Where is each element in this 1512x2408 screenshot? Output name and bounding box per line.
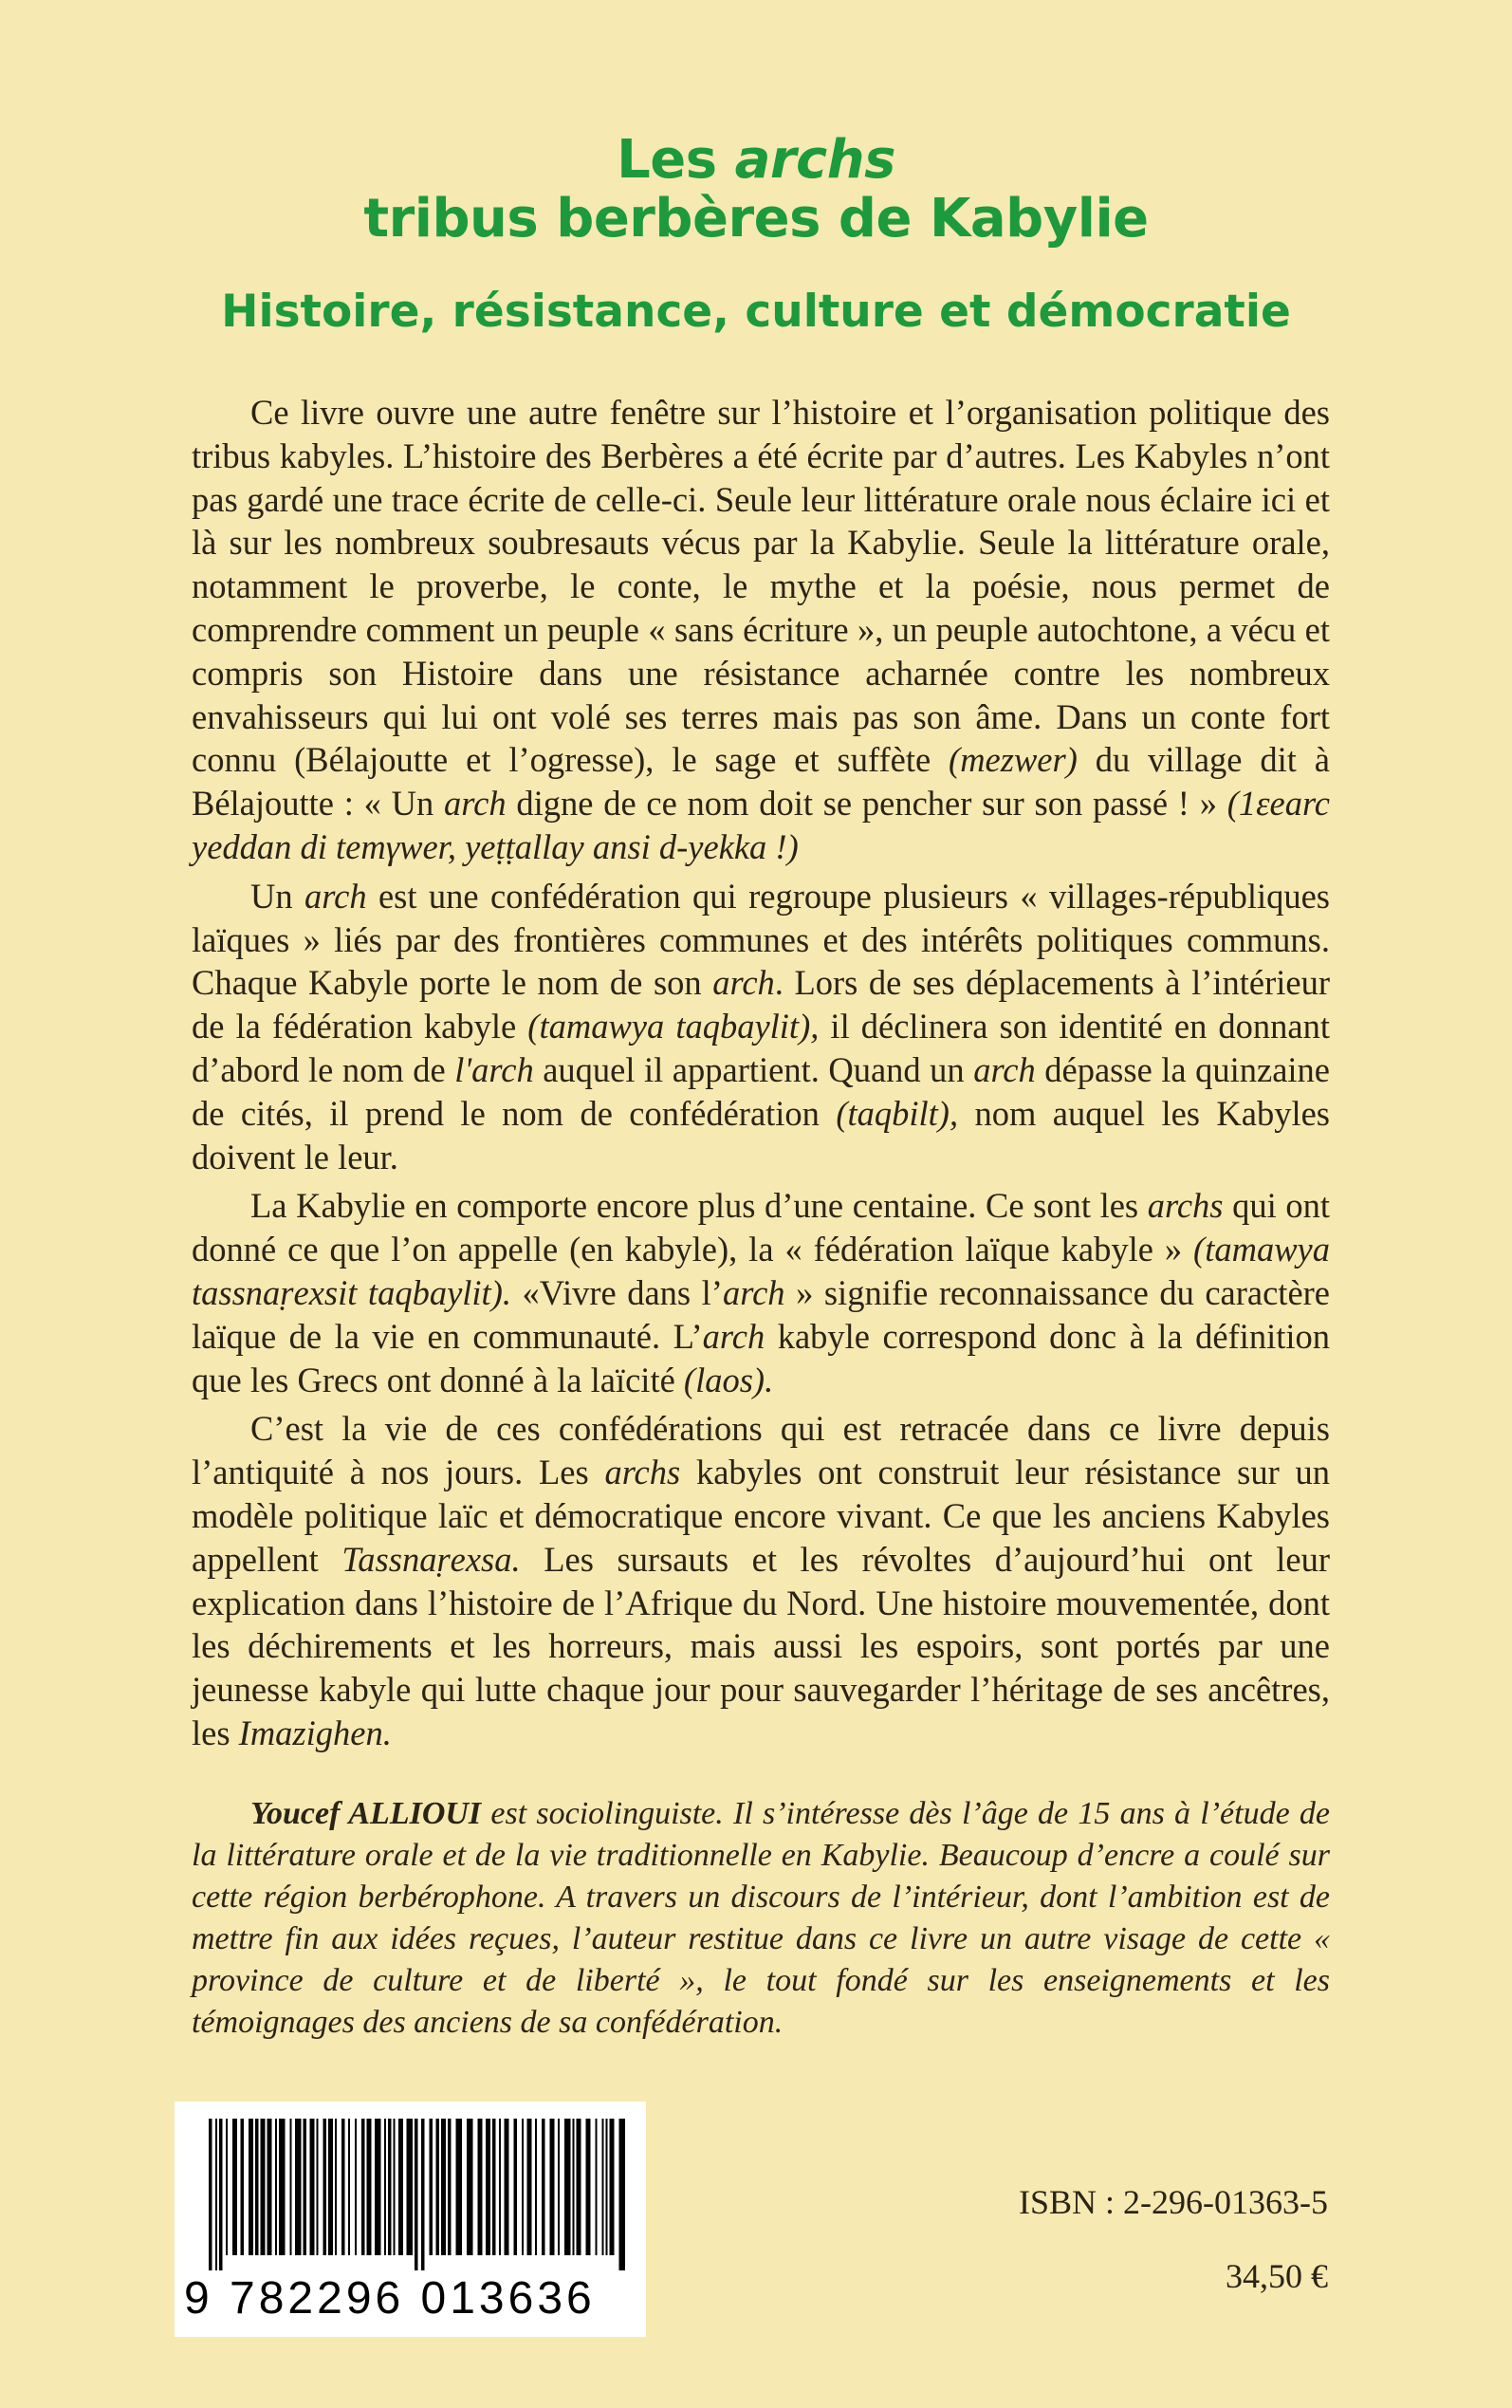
barcode bbox=[175, 2102, 646, 2337]
text-run: il déclinera son identité en donnant d’abord le nom de bbox=[192, 1007, 1330, 1089]
barcode-bar bbox=[421, 2119, 425, 2270]
barcode-digits: 9 782296 013636 bbox=[184, 2273, 596, 2324]
italic-run: (laos). bbox=[683, 1360, 774, 1399]
price: 34,50 € bbox=[1226, 2257, 1328, 2295]
barcode-bar bbox=[415, 2119, 418, 2270]
isbn: ISBN : 2-296-01363-5 bbox=[1019, 2183, 1328, 2221]
paragraph-4 bbox=[192, 1407, 1330, 1754]
barcode-bar bbox=[317, 2119, 319, 2255]
barcode-bar bbox=[577, 2119, 581, 2255]
paragraph-2 bbox=[192, 875, 1330, 1179]
barcode-bar bbox=[492, 2119, 496, 2255]
text-run: digne de ce nom doit se pencher sur son passé ! » bbox=[506, 784, 1227, 824]
text-run: Un bbox=[250, 876, 305, 916]
barcode-bar bbox=[215, 2119, 217, 2270]
title-block bbox=[0, 131, 1512, 340]
author-name: Youcef ALLIOUI bbox=[250, 1796, 482, 1831]
text-run: «Vivre dans l’ bbox=[510, 1272, 723, 1312]
barcode-bar bbox=[348, 2119, 350, 2255]
barcode-bar bbox=[290, 2119, 292, 2255]
barcode-bar bbox=[304, 2119, 307, 2255]
barcode-bar bbox=[226, 2119, 228, 2255]
barcode-bar bbox=[219, 2119, 223, 2270]
italic-run: (tamawya tassnaṛexsit taqbaylit). bbox=[192, 1230, 1330, 1312]
text-run: du village dit à Bélajoutte : « Un bbox=[192, 740, 1330, 824]
barcode-bar bbox=[430, 2119, 433, 2255]
barcode-bar bbox=[467, 2119, 473, 2255]
italic-run: arch bbox=[444, 784, 507, 824]
italic-run: (1εearc yeddan di temγwer, yeṭṭallay ansi d-yekka !) bbox=[192, 784, 1330, 866]
barcode-bar bbox=[295, 2119, 302, 2255]
italic-run: (taqbilt), bbox=[836, 1093, 959, 1133]
barcode-bar bbox=[394, 2119, 396, 2255]
italic-run: (mezwer) bbox=[949, 740, 1078, 780]
barcode-bar bbox=[341, 2119, 345, 2255]
barcode-bar bbox=[361, 2119, 365, 2255]
italic-run: arch bbox=[712, 963, 775, 1003]
author-bio-text: est sociolinguiste. Il s’intéresse dès l’âge de 15 ans à l’étude de la littérature orale et de la vie traditionnelle en Kabylie. Beaucoup d’encre a coulé sur cette région berbérophone. A travers un discours de l’intérieur, dont l’ambition est de mettre fin aux idées reçues, l’auteur restitue dans ce livre un autre visage de cette « province de culture et de liberté », le tout fondé sur les enseignements et les témoignages des anciens de sa confédération. bbox=[192, 1796, 1330, 2040]
barcode-bar bbox=[558, 2119, 560, 2255]
subtitle: Histoire, résistance, culture et démocratie bbox=[221, 286, 1291, 338]
text-run: nom auquel les Kabyles doivent le leur. bbox=[192, 1093, 1330, 1176]
barcode-bar bbox=[606, 2119, 608, 2255]
barcode-bar bbox=[209, 2119, 212, 2270]
barcode-bar bbox=[522, 2119, 524, 2255]
barcode-bar bbox=[328, 2119, 333, 2255]
text-run: C’est la vie de ces confédérations qui est retracée dans ce livre depuis l’antiquité à nos jours. Les bbox=[192, 1409, 1330, 1492]
italic-run: arch bbox=[973, 1049, 1036, 1089]
barcode-bar bbox=[335, 2119, 337, 2255]
paragraph-3 bbox=[192, 1184, 1330, 1401]
barcode-bar bbox=[550, 2119, 555, 2255]
italic-run: Imazighen. bbox=[238, 1713, 392, 1752]
barcode-bar bbox=[514, 2119, 518, 2255]
italic-run: archs bbox=[1147, 1186, 1224, 1226]
barcode-bar bbox=[586, 2119, 591, 2255]
text-run: . Lors de ses déplacements à l’intérieur de la fédération kabyle bbox=[192, 963, 1330, 1047]
italic-run: Tassnaṛexsa. bbox=[341, 1539, 521, 1579]
barcode-bar bbox=[323, 2119, 327, 2255]
barcode-bar bbox=[542, 2119, 545, 2255]
barcode-bar bbox=[602, 2119, 604, 2255]
barcode-bar bbox=[275, 2119, 277, 2255]
italic-run: arch bbox=[304, 876, 367, 916]
barcode-bar bbox=[398, 2119, 403, 2255]
barcode-bar bbox=[310, 2119, 315, 2255]
text-run: Les sursauts et les révoltes d’aujourd’hui ont leur explication dans l’histoire de l’Afrique du Nord. Une histoire mouvementée, dont les déchirements et les horreurs, mais aussi les espoirs, sont portés par une jeunesse kabyle qui lutte chaque jour pour sauvegarder l’héritage de ses ancêtres, les bbox=[192, 1539, 1330, 1752]
barcode-bar bbox=[375, 2119, 381, 2255]
barcode-bar bbox=[279, 2119, 286, 2255]
italic-run: (tamawya taqbaylit), bbox=[527, 1007, 820, 1047]
paragraph-1 bbox=[192, 391, 1330, 869]
body-text bbox=[192, 391, 1330, 1755]
text-run: qui ont donné ce que l’on appelle (en kabyle), la « fédération laïque kabyle » bbox=[192, 1186, 1330, 1269]
barcode-bar bbox=[255, 2119, 259, 2255]
barcode-bar bbox=[448, 2119, 452, 2255]
barcode-bar bbox=[573, 2119, 575, 2255]
barcode-bar bbox=[355, 2119, 357, 2255]
barcode-bar bbox=[267, 2119, 272, 2255]
text-run: dépasse la quinzaine de cités, il prend le nom de confédération bbox=[192, 1049, 1330, 1133]
barcode-bar bbox=[441, 2119, 446, 2255]
barcode-bar bbox=[535, 2119, 537, 2255]
barcode-bar bbox=[564, 2119, 571, 2255]
barcode-bar bbox=[456, 2119, 463, 2255]
barcode-bar bbox=[367, 2119, 372, 2255]
barcode-bar bbox=[384, 2119, 386, 2255]
title-line-2: tribus berbères de Kabylie bbox=[363, 188, 1149, 250]
barcode-bar bbox=[619, 2119, 626, 2270]
barcode-bar bbox=[436, 2119, 440, 2255]
barcode-bar bbox=[388, 2119, 392, 2255]
author-bio bbox=[192, 1793, 1330, 2044]
title-prefix: Les bbox=[617, 129, 735, 191]
text-run: Ce livre ouvre une autre fenêtre sur l’histoire et l’organisation politique des tribus kabyles. L’histoire des Berbères a été écrite par d’autres. Les Kabyles n’ont pas gardé une trace écrite de celle-ci. Seule leur littérature orale nous éclaire ici et là sur les nombreux soubresauts vécus par la Kabylie. Seule la littérature orale, notamment le proverbe, le conte, le mythe et la poésie, nous permet de comprendre comment un peuple « sans écriture », un peuple autochtone, a vécu et compris son Histoire dans une résistance acharnée contre les nombreux envahisseurs qui lui ont volé ses terres mais pas son âme. Dans un conte fort connu (Bélajoutte et l’ogresse), le sage et suffète bbox=[192, 393, 1330, 780]
text-run: kabyle correspond donc à la définition que les Grecs ont donné à la laïcité bbox=[192, 1316, 1331, 1399]
barcode-bar bbox=[261, 2119, 266, 2255]
text-run: kabyles ont construit leur résistance sur un modèle politique laïc et démocratique encore vivant. Ce que les anciens Kabyles appellent bbox=[192, 1453, 1330, 1579]
italic-run: arch bbox=[702, 1316, 765, 1356]
text-run: est une confédération qui regroupe plusieurs « villages-républiques laïques » liés par des frontières communes et des intérêts politiques communs. Chaque Kabyle porte le nom de son bbox=[192, 876, 1331, 1003]
barcode-bars bbox=[209, 2119, 626, 2270]
italic-run: l'arch bbox=[454, 1049, 534, 1089]
barcode-bar bbox=[505, 2119, 509, 2255]
barcode-bar bbox=[596, 2119, 598, 2255]
barcode-bar bbox=[610, 2119, 615, 2255]
barcode-bar bbox=[249, 2119, 253, 2255]
barcode-bar bbox=[527, 2119, 532, 2255]
barcode-bar bbox=[241, 2119, 245, 2255]
barcode-bar bbox=[499, 2119, 501, 2255]
barcode-bar bbox=[478, 2119, 483, 2255]
text-run: auquel il appartient. Quand un bbox=[533, 1049, 974, 1089]
text-run: La Kabylie en comporte encore plus d’une centaine. Ce sont les bbox=[250, 1186, 1148, 1226]
italic-run: archs bbox=[604, 1453, 681, 1492]
title-line-1 bbox=[0, 131, 1512, 190]
barcode-bar bbox=[486, 2119, 490, 2255]
italic-run: arch bbox=[722, 1272, 785, 1312]
text-run: » signifie reconnaissance du caractère laïque de la vie en communauté. L’ bbox=[192, 1272, 1331, 1356]
barcode-bar bbox=[232, 2119, 237, 2255]
title-italic-word: archs bbox=[734, 129, 895, 191]
barcode-bar bbox=[407, 2119, 414, 2255]
